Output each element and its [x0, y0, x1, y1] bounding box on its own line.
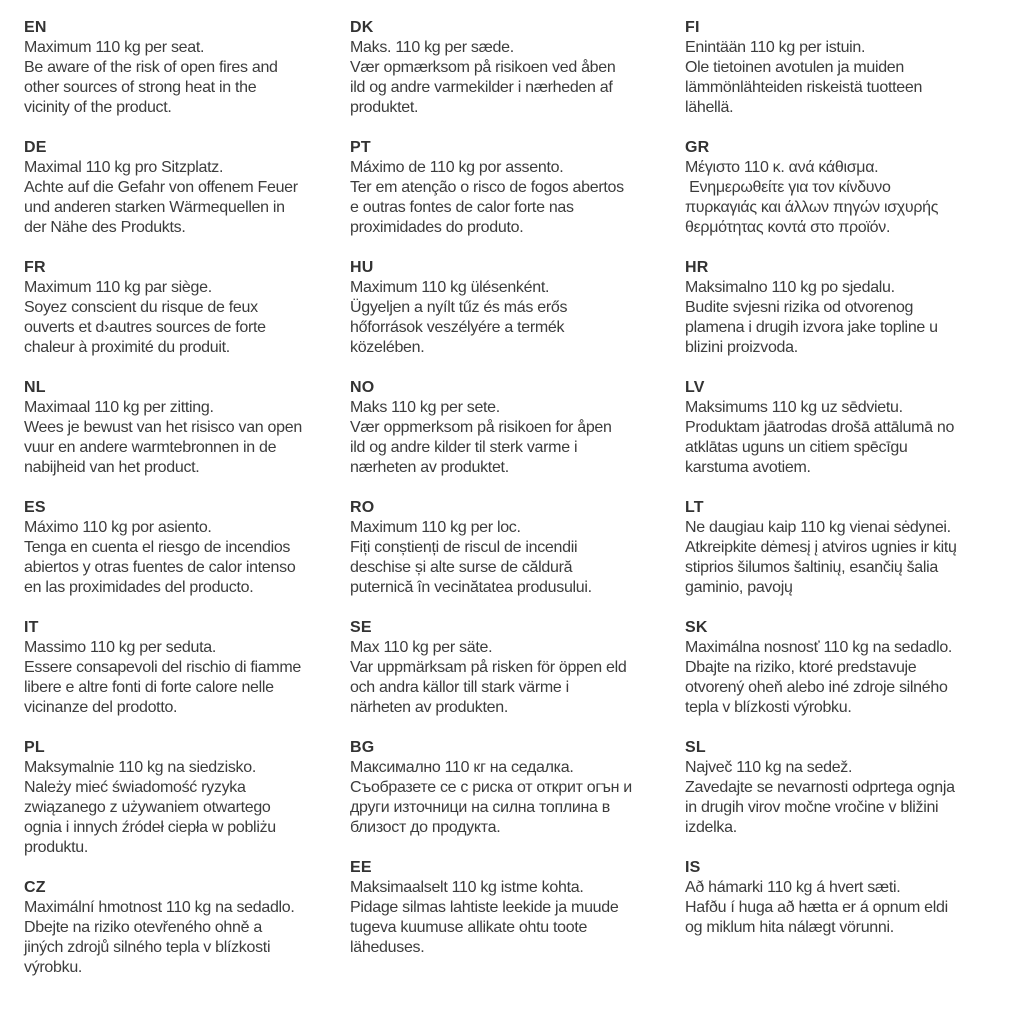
- text-line: libere e altre fonti di forte calore nelle: [24, 679, 274, 696]
- lang-code-gr: GR: [685, 139, 710, 156]
- lang-block-no: [350, 378, 685, 478]
- lang-code-bg: BG: [350, 739, 375, 756]
- text-line: proximidades do produto.: [350, 219, 524, 236]
- text-line: nabijheid van het product.: [24, 459, 200, 476]
- text-line: tugeva kuumuse allikate ohtu toote: [350, 919, 588, 936]
- lang-code-es: ES: [24, 499, 46, 516]
- text-line: други източници на силна топлина в: [350, 799, 610, 816]
- lang-code-fr: FR: [24, 259, 46, 276]
- text-line: Maximálna nosnosť 110 kg na sedadlo.: [685, 639, 953, 656]
- text-line: Maximální hmotnost 110 kg na sedadlo.: [24, 899, 295, 916]
- text-line: Produktam jāatrodas drošā attālumā no: [685, 419, 955, 436]
- lang-code-lv: LV: [685, 379, 705, 396]
- text-line: Maximum 110 kg per loc.: [350, 519, 521, 536]
- text-line: och andra källor till stark värme i: [350, 679, 569, 696]
- text-line: Maksymalnie 110 kg na siedzisko.: [24, 759, 256, 776]
- lang-block-bg: [350, 738, 685, 838]
- text-line: gaminio, pavojų: [685, 579, 793, 596]
- lang-code-fi: FI: [685, 19, 700, 36]
- text-line: närheten av produkten.: [350, 699, 508, 716]
- lang-code-cz: CZ: [24, 879, 46, 896]
- text-line: Max 110 kg per säte.: [350, 639, 493, 656]
- lang-code-hr: HR: [685, 259, 709, 276]
- text-line: atklātas uguns un citiem spēcīgu: [685, 439, 908, 456]
- text-line: Ne daugiau kaip 110 kg vienai sėdynei.: [685, 519, 951, 536]
- lang-code-ro: RO: [350, 499, 375, 516]
- text-line: Soyez conscient du risque de feux: [24, 299, 258, 316]
- lang-code-se: SE: [350, 619, 372, 636]
- lang-block-fi: [685, 18, 1024, 118]
- lang-block-sk: [685, 618, 1024, 718]
- text-line: Съобразете се с риска от открит огън и: [350, 779, 632, 796]
- text-line: ognia i innych źródeł ciepła w pobliżu: [24, 819, 276, 836]
- lang-block-ro: [350, 498, 685, 598]
- lang-code-hu: HU: [350, 259, 374, 276]
- text-line: other sources of strong heat in the: [24, 79, 257, 96]
- text-line: Maks 110 kg per sete.: [350, 399, 500, 416]
- text-line: en las proximidades del producto.: [24, 579, 254, 596]
- text-line: jiných zdrojů silného tepla v blízkosti: [24, 939, 271, 956]
- column-2: [350, 18, 685, 978]
- text-line: produktet.: [350, 99, 419, 116]
- text-line: izdelka.: [685, 819, 737, 836]
- text-line: Be aware of the risk of open fires and: [24, 59, 278, 76]
- text-line: близост до продукта.: [350, 819, 501, 836]
- text-line: Atkreipkite dėmesį į atviros ugnies ir kitų: [685, 539, 957, 556]
- text-line: puternică în vecinătatea produsului.: [350, 579, 592, 596]
- lang-block-en: [24, 18, 350, 118]
- text-line: Dbajte na riziko, ktoré predstavuje: [685, 659, 917, 676]
- lang-code-sk: SK: [685, 619, 708, 636]
- lang-block-pl: [24, 738, 350, 858]
- text-line: Pidage silmas lahtiste leekide ja muude: [350, 899, 619, 916]
- text-line: abiertos y otras fuentes de calor intenso: [24, 559, 296, 576]
- lang-block-se: [350, 618, 685, 718]
- lang-block-hu: [350, 258, 685, 358]
- text-line: Maximum 110 kg par siège.: [24, 279, 212, 296]
- lang-code-no: NO: [350, 379, 375, 396]
- text-line: e outras fontes de calor forte nas: [350, 199, 574, 216]
- text-line: blizini proizvoda.: [685, 339, 798, 356]
- text-line: plamena i drugih izvora jake topline u: [685, 319, 938, 336]
- text-line: hőforrások veszélyére a termék: [350, 319, 565, 336]
- text-line: Tenga en cuenta el riesgo de incendios: [24, 539, 291, 556]
- column-1: [24, 18, 350, 998]
- text-line: in drugih virov močne vročine v bližini: [685, 799, 939, 816]
- text-line: Maksimaalselt 110 kg istme kohta.: [350, 879, 584, 896]
- text-line: chaleur à proximité du produit.: [24, 339, 230, 356]
- lang-block-nl: [24, 378, 350, 478]
- lang-code-de: DE: [24, 139, 47, 156]
- lang-code-pl: PL: [24, 739, 45, 756]
- text-line: Vær oppmerksom på risikoen for åpen: [350, 419, 612, 436]
- lang-block-hr: [685, 258, 1024, 358]
- text-line: Budite svjesni rizika od otvorenog: [685, 299, 914, 316]
- text-line: Máximo 110 kg por asiento.: [24, 519, 212, 536]
- lang-code-is: IS: [685, 859, 701, 876]
- text-line: Največ 110 kg na sedež.: [685, 759, 853, 776]
- text-line: θερμότητας κοντά στο προϊόν.: [685, 219, 891, 236]
- text-line: πυρκαγιάς και άλλων πηγών ισχυρής: [685, 199, 939, 216]
- text-line: Að hámarki 110 kg á hvert sæti.: [685, 879, 901, 896]
- text-line: Dbejte na riziko otevřeného ohně a: [24, 919, 262, 936]
- column-3: [685, 18, 1024, 958]
- lang-code-en: EN: [24, 19, 47, 36]
- lang-code-lt: LT: [685, 499, 704, 516]
- text-line: nærheten av produktet.: [350, 459, 509, 476]
- text-line: Var uppmärksam på risken för öppen eld: [350, 659, 627, 676]
- text-line: deschise și alte surse de căldură: [350, 559, 573, 576]
- lang-block-ee: [350, 858, 685, 958]
- text-line: Ter em atenção o risco de fogos abertos: [350, 179, 624, 196]
- text-line: Ενημερωθείτε για τον κίνδυνο: [685, 179, 891, 196]
- text-line: Maximum 110 kg per seat.: [24, 39, 205, 56]
- text-line: vicinanze del prodotto.: [24, 699, 178, 716]
- text-line: związanego z używaniem otwartego: [24, 799, 271, 816]
- text-line: Achte auf die Gefahr von offenem Feuer: [24, 179, 298, 196]
- lang-block-lt: [685, 498, 1024, 598]
- text-line: Fiți conștienți de riscul de incendii: [350, 539, 578, 556]
- text-line: Vær opmærksom på risikoen ved åben: [350, 59, 616, 76]
- text-line: Maksimums 110 kg uz sēdvietu.: [685, 399, 903, 416]
- text-line: vicinity of the product.: [24, 99, 172, 116]
- text-line: Máximo de 110 kg por assento.: [350, 159, 564, 176]
- lang-block-gr: [685, 138, 1024, 238]
- text-line: Massimo 110 kg per seduta.: [24, 639, 217, 656]
- lang-block-es: [24, 498, 350, 598]
- lang-code-it: IT: [24, 619, 39, 636]
- lang-code-dk: DK: [350, 19, 374, 36]
- text-line: Максимално 110 кг на седалка.: [350, 759, 574, 776]
- lang-code-sl: SL: [685, 739, 706, 756]
- text-line: ouverts et d›autres sources de forte: [24, 319, 266, 336]
- text-line: tepla v blízkosti výrobku.: [685, 699, 852, 716]
- text-line: výrobku.: [24, 959, 83, 976]
- lang-block-lv: [685, 378, 1024, 478]
- text-line: Essere consapevoli del rischio di fiamme: [24, 659, 302, 676]
- text-line: karstuma avotiem.: [685, 459, 811, 476]
- text-line: lämmönlähteiden riskeistä tuotteen: [685, 79, 923, 96]
- text-line: produktu.: [24, 839, 89, 856]
- text-line: Maximal 110 kg pro Sitzplatz.: [24, 159, 224, 176]
- text-line: Ügyeljen a nyílt tűz és más erős: [350, 299, 568, 316]
- text-line: Zavedajte se nevarnosti odprtega ognja: [685, 779, 955, 796]
- lang-block-is: [685, 858, 1024, 938]
- text-line: der Nähe des Produkts.: [24, 219, 186, 236]
- text-line: Maximum 110 kg ülésenként.: [350, 279, 550, 296]
- text-line: ild og andre kilder til sterk varme i: [350, 439, 578, 456]
- lang-block-fr: [24, 258, 350, 358]
- text-line: vuur en andere warmtebronnen in de: [24, 439, 277, 456]
- lang-block-dk: [350, 18, 685, 118]
- text-line: Maksimalno 110 kg po sjedalu.: [685, 279, 895, 296]
- text-line: stiprios šilumos šaltinių, esančių šalia: [685, 559, 939, 576]
- text-line: und anderen starken Wärmequellen in: [24, 199, 285, 216]
- text-line: Enintään 110 kg per istuin.: [685, 39, 866, 56]
- text-line: közelében.: [350, 339, 425, 356]
- text-line: Należy mieć świadomość ryzyka: [24, 779, 246, 796]
- text-line: Maximaal 110 kg per zitting.: [24, 399, 214, 416]
- language-columns: [24, 18, 1024, 998]
- text-line: og miklum hita nálægt vörunni.: [685, 919, 894, 936]
- lang-block-de: [24, 138, 350, 238]
- lang-code-pt: PT: [350, 139, 371, 156]
- lang-block-pt: [350, 138, 685, 238]
- lang-code-ee: EE: [350, 859, 372, 876]
- text-line: otvorený oheň alebo iné zdroje silného: [685, 679, 948, 696]
- lang-code-nl: NL: [24, 379, 46, 396]
- lang-block-cz: [24, 878, 350, 978]
- text-line: läheduses.: [350, 939, 425, 956]
- lang-block-it: [24, 618, 350, 718]
- text-line: Hafðu í huga að hætta er á opnum eldi: [685, 899, 948, 916]
- text-line: Ole tietoinen avotulen ja muiden: [685, 59, 904, 76]
- text-line: Μέγιστο 110 κ. ανά κάθισμα.: [685, 159, 879, 176]
- text-line: Maks. 110 kg per sæde.: [350, 39, 514, 56]
- text-line: Wees je bewust van het risisco van open: [24, 419, 302, 436]
- text-line: lähellä.: [685, 99, 734, 116]
- lang-block-sl: [685, 738, 1024, 838]
- text-line: ild og andre varmekilder i nærheden af: [350, 79, 613, 96]
